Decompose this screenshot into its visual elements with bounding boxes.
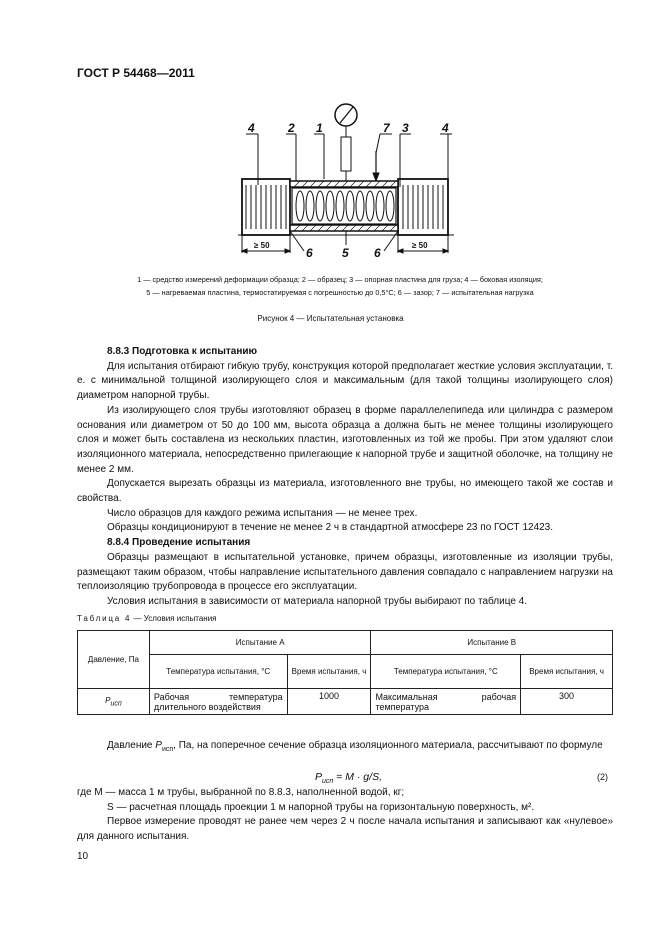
closing-paragraph: Первое измерение проводят не ранее чем через 2 ч после начала испытания и записывают как «нулевое» для данного испытания.	[77, 816, 613, 843]
formula: $P_{исп} = M \cdot g/S$,	[315, 771, 382, 786]
conditions-table	[77, 630, 613, 715]
table-header-temp-b: Температура испытания, °С	[371, 655, 521, 689]
section-883-paragraph-2: Из изолирующего слоя трубы изготовляют образец в форме параллелепипеда или цилиндра с размером основания или диаметром от 50 до 100 мм, высота образца а должна быть не менее толщины изолирующего слоя и может быть составлена из нескольких пластин, изготовленных из той же пробы. При этом удаляют слои изоляционного материала, непосредственно прилегающие к напорной трубе и защитной оболочке, на толщину не менее 2 мм.	[77, 404, 613, 475]
table-header-pressure: Давление, Па	[78, 631, 150, 689]
definition-m: где M — масса 1 м трубы, выбранной по 8.8.3, наполненной водой, кг;	[77, 787, 405, 798]
section-883-paragraph-5: Образцы кондиционируют в течение не менее 2 ч в стандартной атмосфере 23 по ГОСТ 12423.	[107, 522, 554, 534]
callout-4-right: 4	[442, 121, 449, 135]
section-883-paragraph-3: Допускается вырезать образцы из материала, изготовленного вне трубы, но имеющего такой же состав и свойства.	[77, 478, 613, 505]
formula-intro: Давление $P_{исп}$, Па, на поперечное сечение образца изоляционного материала, рассчитывают по формуле	[107, 740, 603, 753]
figure-caption-line1: 1 — средство измерений деформации образца; 2 — образец; 3 — опорная пластина для груза; 4 — боковая изоляция;	[137, 275, 543, 284]
table-caption: Таблица 4 — Условия испытания	[77, 614, 217, 623]
section-884-paragraph-2: Условия испытания в зависимости от материала напорной трубы выбирают по таблице 4.	[107, 595, 527, 607]
equation-number: (2)	[597, 772, 608, 782]
section-883-heading: 8.8.3 Подготовка к испытанию	[107, 346, 258, 357]
figure-title: Рисунок 4 — Испытательная установка	[257, 314, 404, 323]
table-row	[78, 689, 613, 715]
definition-s: S — расчетная площадь проекции 1 м напорной трубы на горизонтальную поверхность, м².	[107, 801, 535, 813]
table-cell-pressure: $P_{исп}$	[78, 689, 150, 715]
callout-6-right: 6	[374, 246, 381, 260]
table-header-test-b: Испытание В	[371, 631, 613, 655]
figure-caption-line2: 5 — нагреваемая пластина, термостатируемая с погрешностью до 0,5°С; 6 — зазор; 7 — испытательная нагрузка	[146, 288, 534, 297]
formula-definitions	[77, 786, 613, 845]
section-883-paragraph-4: Число образцов для каждого режима испытания — не менее трех.	[107, 507, 418, 519]
table-cell-time-b: 300	[521, 689, 613, 715]
section-883-paragraph-1: Для испытания отбирают гибкую трубу, конструкция которой предполагает жесткие условия эксплуатации, т. е. с минимальной толщиной изолирующего слоя и максимальным (для такой толщины изолирующего слоя) диаметром напорной трубы.	[77, 360, 613, 402]
table-header-temp-a: Температура испытания, °С	[149, 655, 287, 689]
callout-6-left: 6	[306, 246, 313, 260]
callout-4-left: 4	[248, 121, 255, 135]
dimension-left: ≥ 50	[254, 241, 270, 250]
dimension-right: ≥ 50	[412, 241, 428, 250]
callout-1: 1	[316, 121, 323, 135]
section-884-heading: 8.8.4 Проведение испытания	[107, 537, 251, 549]
test-setup-figure	[230, 95, 470, 260]
section-884-paragraph-1: Образцы размещают в испытательной установке, причем образцы, изготовленные из изоляции трубы, размещают таким образом, чтобы направление испытательного давления совпадало с направлением нагрузки на теплоизоляцию трубопровода в процессе его эксплуатации.	[77, 551, 613, 593]
body-text-block	[77, 345, 613, 610]
table-cell-temp-a: Рабочая температура длительного воздействия	[149, 689, 287, 715]
table-header-test-a: Испытание А	[149, 631, 371, 655]
document-header: ГОСТ Р 54468—2011	[77, 66, 195, 80]
callout-5: 5	[342, 246, 349, 260]
callout-7: 7	[383, 121, 390, 135]
callout-3: 3	[402, 121, 409, 135]
table-cell-time-a: 1000	[287, 689, 371, 715]
page-number: 10	[77, 851, 89, 862]
table-header-time-a: Время испытания, ч	[287, 655, 371, 689]
callout-2: 2	[288, 121, 295, 135]
table-header-time-b: Время испытания, ч	[521, 655, 613, 689]
table-cell-temp-b: Максимальная рабочая температура	[371, 689, 521, 715]
